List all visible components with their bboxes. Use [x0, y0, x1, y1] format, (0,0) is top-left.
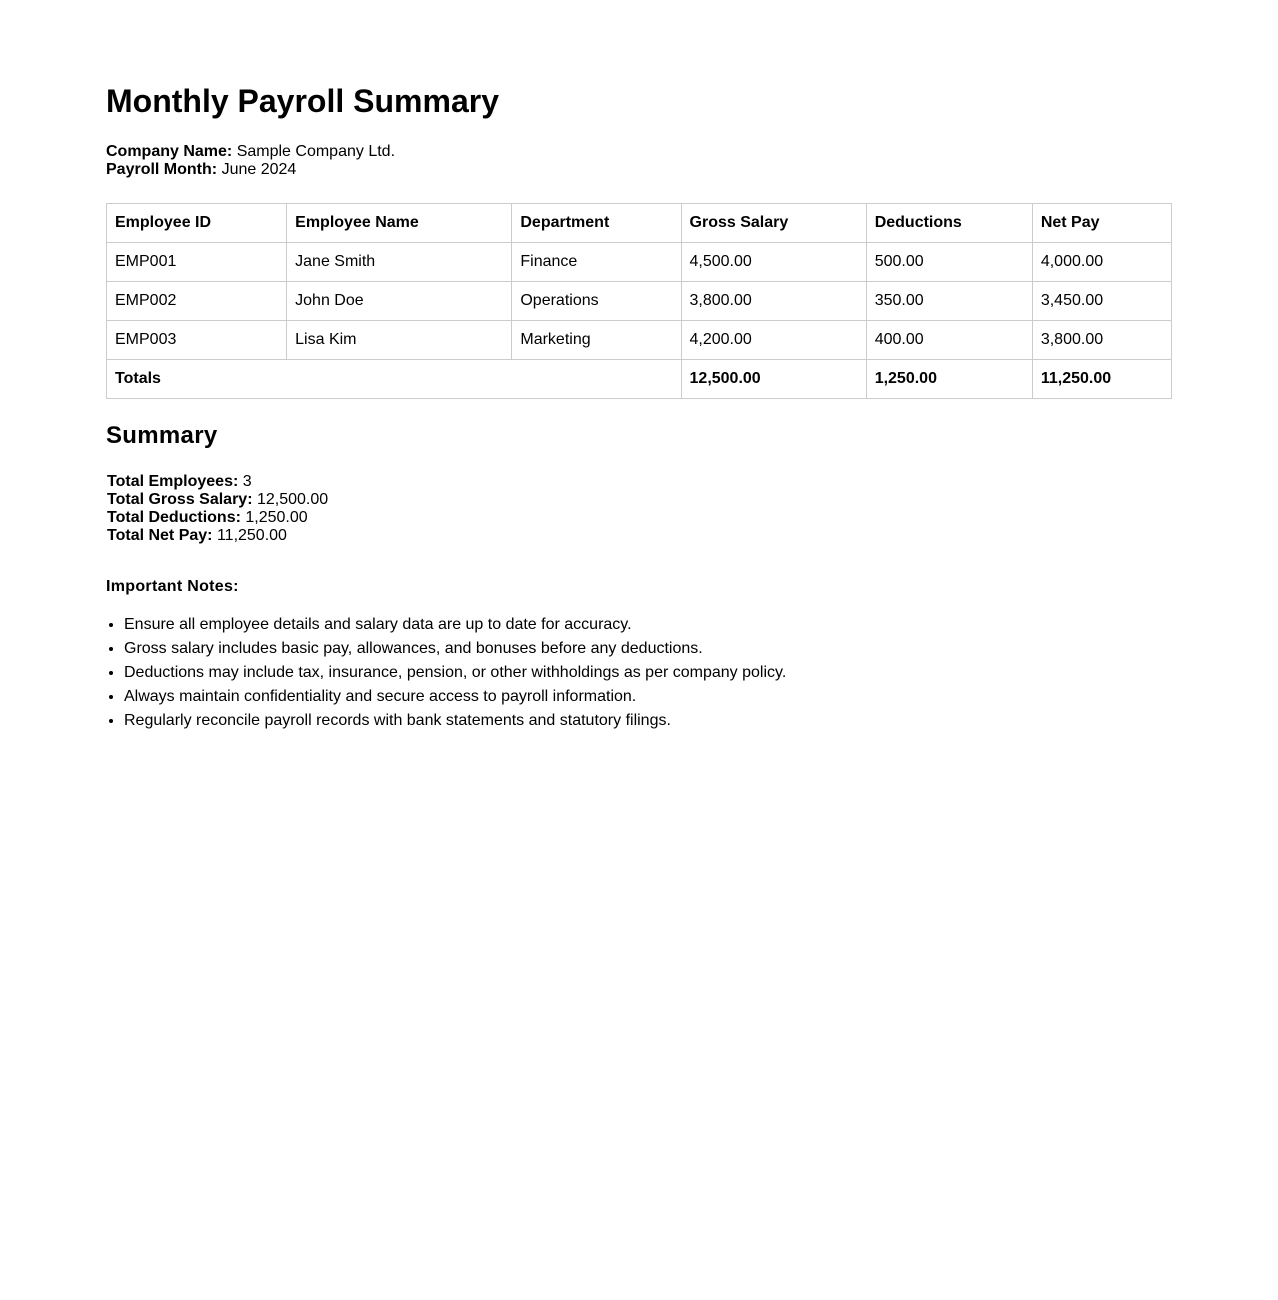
- cell-employee-id: EMP003: [107, 321, 287, 360]
- summary-label: Total Net Pay:: [107, 527, 213, 544]
- company-name-label: Company Name:: [106, 143, 233, 160]
- cell-net-pay: 4,000.00: [1032, 243, 1171, 282]
- cell-department: Finance: [512, 243, 681, 282]
- totals-row: [107, 360, 1172, 399]
- summary-section: [106, 473, 1172, 545]
- cell-employee-id: EMP002: [107, 282, 287, 321]
- cell-gross-salary: 4,200.00: [681, 321, 866, 360]
- cell-department: Operations: [512, 282, 681, 321]
- totals-net-pay: 11,250.00: [1032, 360, 1171, 399]
- totals-gross-salary: 12,500.00: [681, 360, 866, 399]
- column-header-employee-id: Employee ID: [107, 204, 287, 243]
- summary-label: Total Deductions:: [107, 509, 241, 526]
- table-row: [107, 321, 1172, 360]
- cell-deductions: 500.00: [866, 243, 1032, 282]
- page-title: Monthly Payroll Summary: [106, 83, 499, 119]
- totals-deductions: 1,250.00: [866, 360, 1032, 399]
- payroll-month-label: Payroll Month:: [106, 161, 218, 178]
- summary-item: [107, 527, 1172, 545]
- summary-item: [107, 473, 1172, 491]
- cell-deductions: 400.00: [866, 321, 1032, 360]
- summary-heading: Summary: [106, 422, 218, 449]
- cell-gross-salary: 4,500.00: [681, 243, 866, 282]
- column-header-net-pay: Net Pay: [1032, 204, 1171, 243]
- summary-value: 11,250.00: [216, 527, 287, 544]
- company-name-value: Sample Company Ltd.: [236, 143, 396, 160]
- payroll-meta: [106, 143, 1172, 179]
- payroll-month-line: [106, 161, 1172, 179]
- summary-value: 1,250.00: [245, 509, 308, 526]
- table-header-row: [107, 204, 1172, 243]
- totals-label: Totals: [107, 360, 682, 399]
- cell-gross-salary: 3,800.00: [681, 282, 866, 321]
- table-row: [107, 282, 1172, 321]
- summary-value: 3: [242, 473, 252, 490]
- column-header-gross-salary: Gross Salary: [681, 204, 866, 243]
- cell-department: Marketing: [512, 321, 681, 360]
- list-item: • Deductions may include tax, insurance, pension, or other withholdings as per company policy.: [124, 661, 1172, 685]
- cell-employee-id: EMP001: [107, 243, 287, 282]
- summary-label: Total Employees:: [107, 473, 239, 490]
- list-item: • Regularly reconcile payroll records with bank statements and statutory filings.: [124, 709, 1172, 733]
- payroll-table: [106, 203, 1172, 399]
- column-header-department: Department: [512, 204, 681, 243]
- payroll-month-value: June 2024: [221, 161, 297, 178]
- column-header-deductions: Deductions: [866, 204, 1032, 243]
- cell-net-pay: 3,450.00: [1032, 282, 1171, 321]
- cell-deductions: 350.00: [866, 282, 1032, 321]
- summary-item: [107, 491, 1172, 509]
- table-row: [107, 243, 1172, 282]
- cell-net-pay: 3,800.00: [1032, 321, 1171, 360]
- summary-label: Total Gross Salary:: [107, 491, 253, 508]
- column-header-employee-name: Employee Name: [287, 204, 512, 243]
- list-item: • Gross salary includes basic pay, allowances, and bonuses before any deductions.: [124, 637, 1172, 661]
- summary-item: [107, 509, 1172, 527]
- cell-employee-name: John Doe: [287, 282, 512, 321]
- notes-list: [106, 613, 1172, 733]
- summary-value: 12,500.00: [256, 491, 329, 508]
- list-item: • Always maintain confidentiality and secure access to payroll information.: [124, 685, 1172, 709]
- cell-employee-name: Lisa Kim: [287, 321, 512, 360]
- cell-employee-name: Jane Smith: [287, 243, 512, 282]
- notes-heading: Important Notes:: [106, 578, 239, 595]
- list-item: • Ensure all employee details and salary data are up to date for accuracy.: [124, 613, 1172, 637]
- company-name-line: [106, 143, 1172, 161]
